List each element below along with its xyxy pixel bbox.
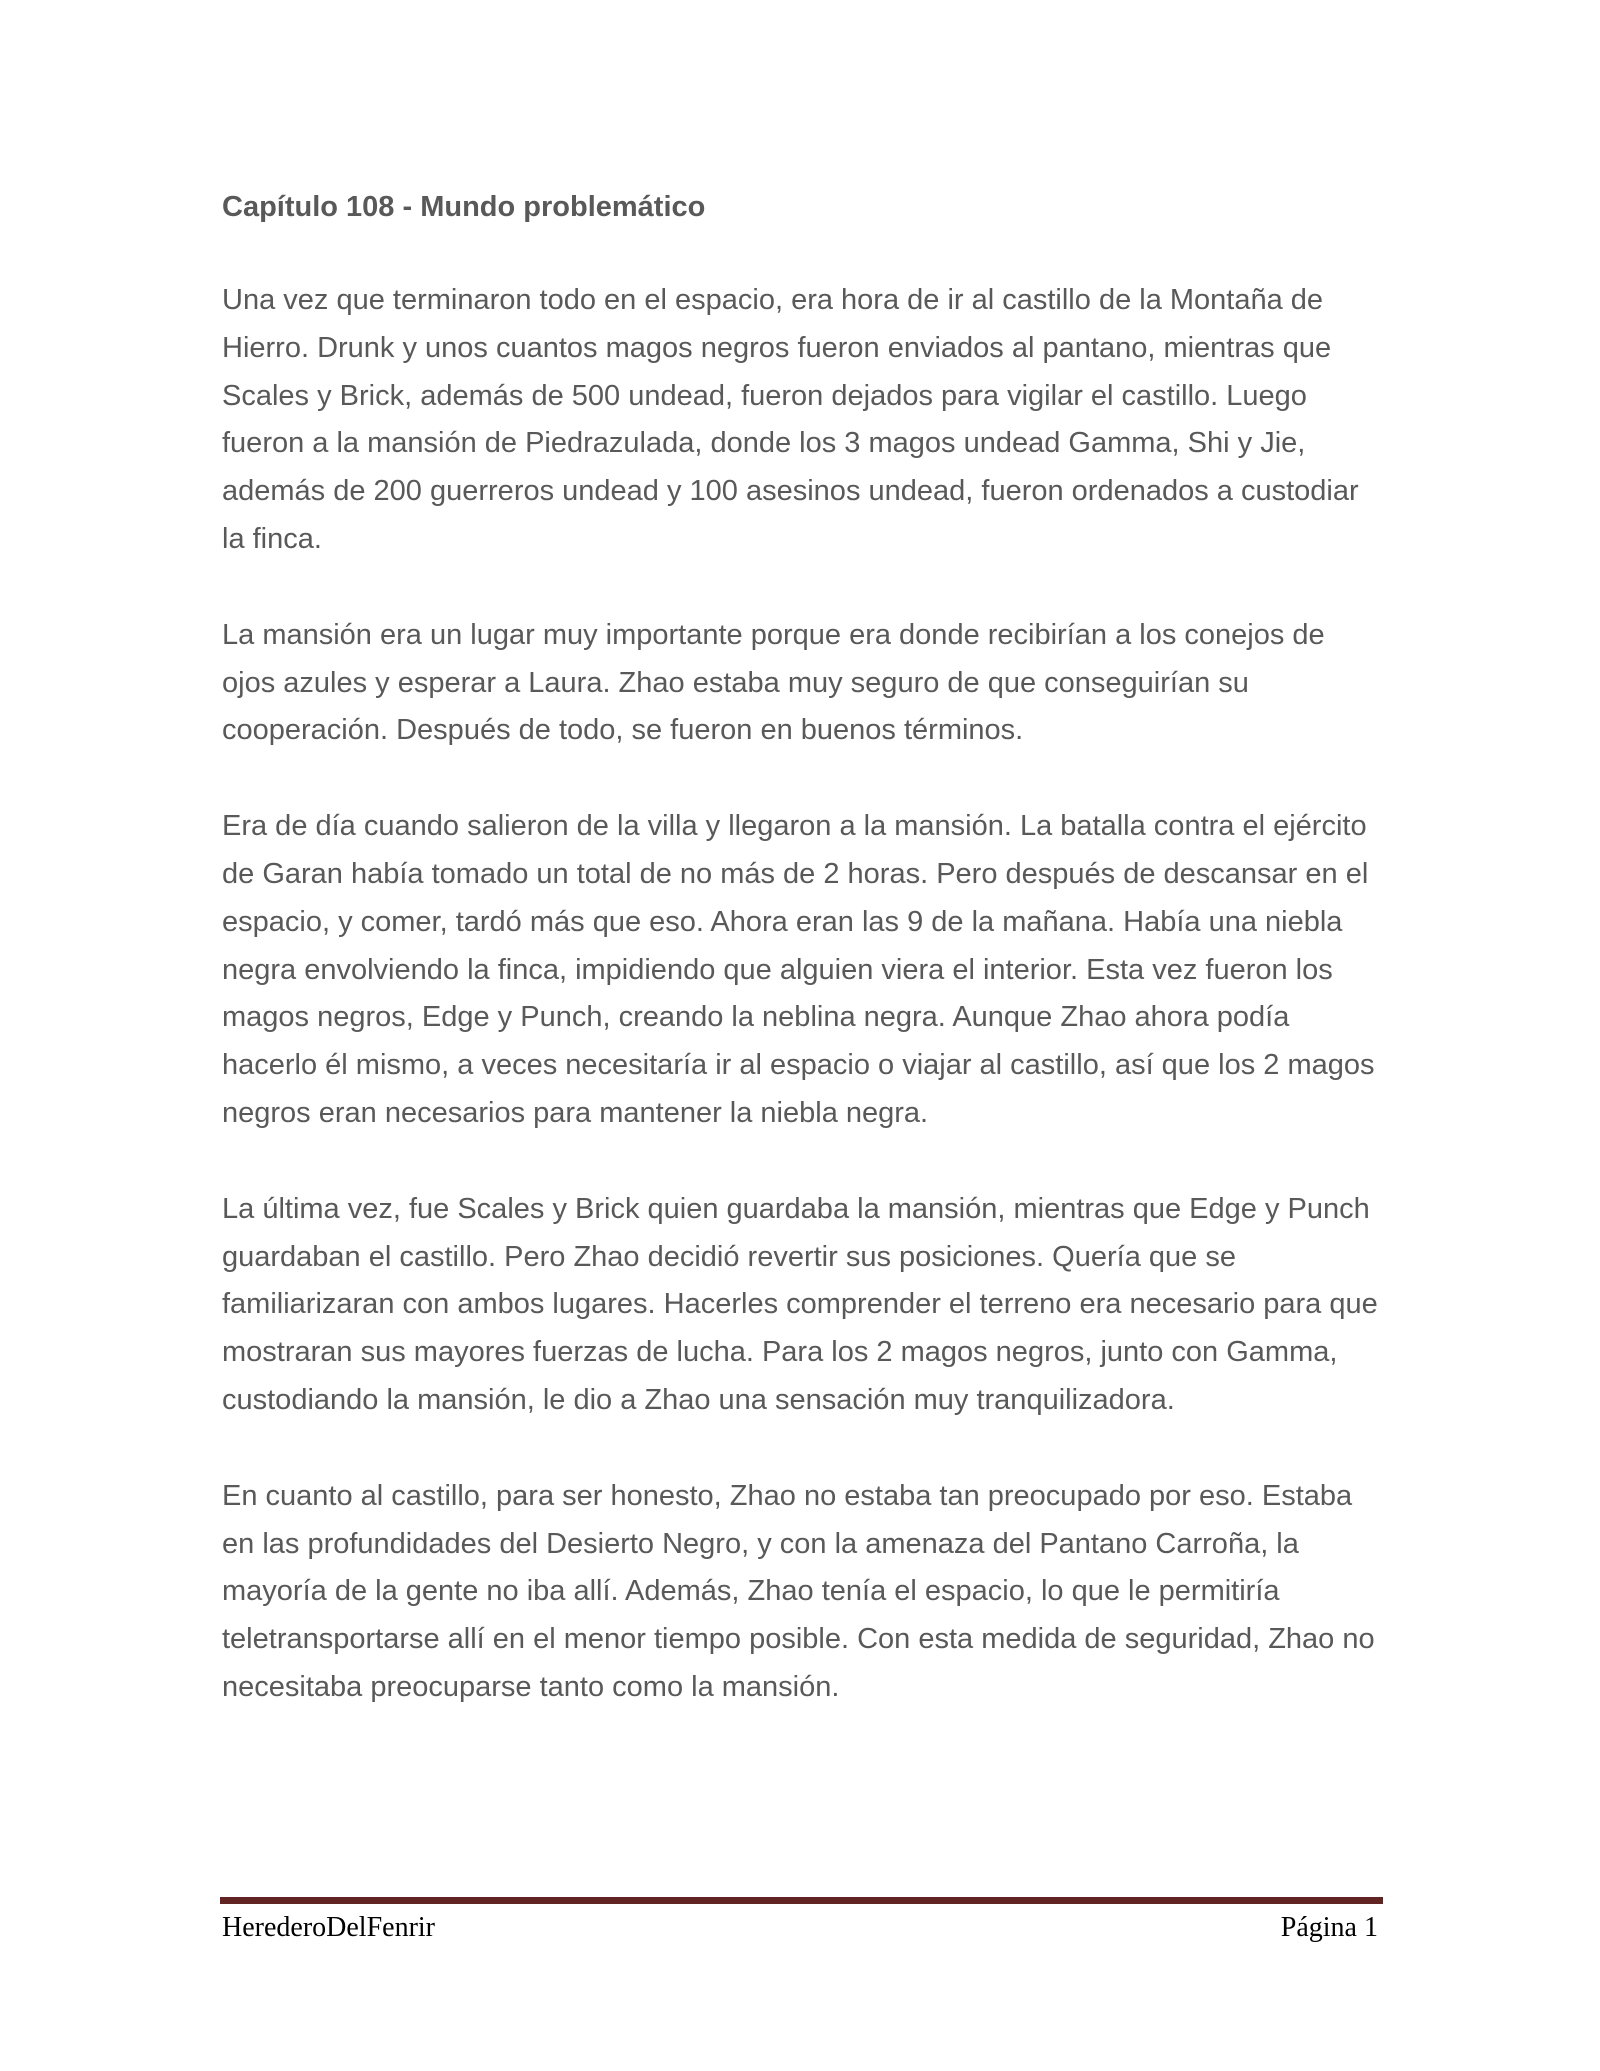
footer-page-number: Página 1 [1280,1912,1378,1943]
paragraph-4: La última vez, fue Scales y Brick quien guardaba la mansión, mientras que Edge y Punch guardaban el castillo. Pero Zhao decidió revertir sus posiciones. Quería que se familiarizaran con ambos lugares. Hacerles comprender el terreno era necesario para que mostraran sus mayores fuerzas de lucha. Para los 2 magos negros, junto con Gamma, custodiando la mansión, le dio a Zhao una sensación muy tranquilizadora. [222,1192,1378,1416]
paragraph-3: Era de día cuando salieron de la villa y llegaron a la mansión. La batalla contra el ejército de Garan había tomado un total de no más de 2 horas. Pero después de descansar en el espacio, y comer, tardó más que eso. Ahora eran las 9 de la mañana. Había una niebla negra envolviendo la finca, impidiendo que alguien viera el interior. Esta vez fueron los magos negros, Edge y Punch, creando la neblina negra. Aunque Zhao ahora podía hacerlo él mismo, a veces necesitaría ir al espacio o viajar al castillo, así que los 2 magos negros eran necesarios para mantener la niebla negra. [222,810,1375,1129]
page-content [222,183,1382,1760]
footer-divider [220,1897,1383,1904]
paragraph-5: En cuanto al castillo, para ser honesto, Zhao no estaba tan preocupado por eso. Estaba en las profundidades del Desierto Negro, y con la amenaza del Pantano Carroña, la mayoría de la gente no iba allí. Además, Zhao tenía el espacio, lo que le permitiría teletransportarse allí en el menor tiempo posible. Con esta medida de seguridad, Zhao no necesitaba preocuparse tanto como la mansión. [222,1479,1375,1703]
paragraph-2: La mansión era un lugar muy importante porque era donde recibirían a los conejos de ojos azules y esperar a Laura. Zhao estaba muy seguro de que conseguirían su cooperación. Después de todo, se fueron en buenos términos. [222,618,1325,747]
chapter-title: Capítulo 108 - Mundo problemático [222,191,706,223]
footer-author: HerederoDelFenrir [222,1912,436,1943]
paragraph-1: Una vez que terminaron todo en el espacio, era hora de ir al castillo de la Montaña de Hierro. Drunk y unos cuantos magos negros fueron enviados al pantano, mientras que Scales y Brick, además de 500 undead, fueron dejados para vigilar el castillo. Luego fueron a la mansión de Piedrazulada, donde los 3 magos undead Gamma, Shi y Jie, además de 200 guerreros undead y 100 asesinos undead, fueron ordenados a custodiar la finca. [222,284,1359,555]
